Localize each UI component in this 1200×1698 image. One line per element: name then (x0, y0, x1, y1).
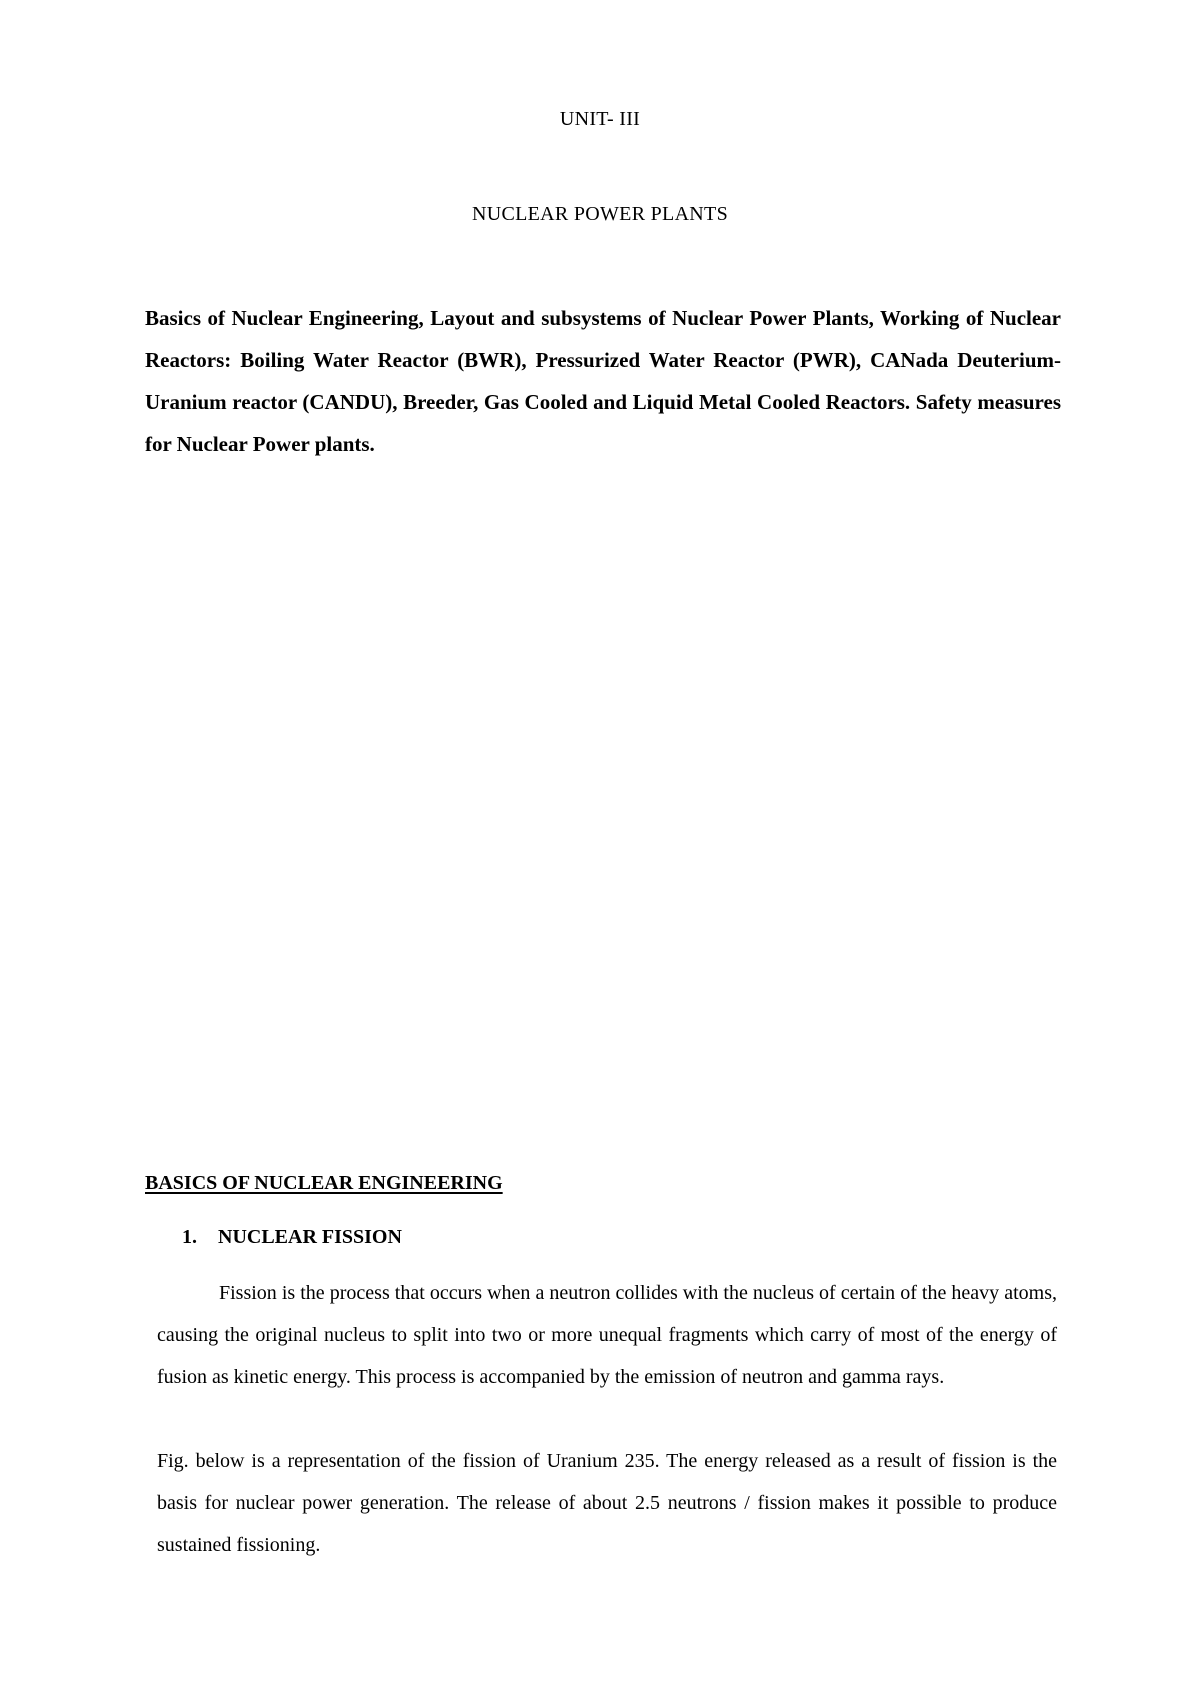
unit-label: UNIT- III (559, 108, 641, 130)
page-title: NUCLEAR POWER PLANTS (471, 203, 728, 225)
subsection-heading (182, 1226, 402, 1249)
subsection-title: NUCLEAR FISSION (218, 1226, 402, 1248)
syllabus-summary: Basics of Nuclear Engineering, Layout and subsystems of Nuclear Power Plants, Working of Nuclear Reactors: Boiling Water Reactor (BWR), Pressurized Water Reactor (PWR), CANada Deuterium-Uranium reactor (CANDU), Breeder, Gas Cooled and Liquid Metal Cooled Reactors. Safety measures for Nuclear Power plants. (145, 306, 1061, 456)
body-paragraph: Fission is the process that occurs when a neutron collides with the nucleus of certain of the heavy atoms, causing the original nucleus to split into two or more unequal fragments which carry of most of the energy of fusion as kinetic energy. This process is accompanied by the emission of neutron and gamma rays. (157, 1282, 1057, 1388)
subsection-number: 1. (182, 1226, 197, 1248)
body-paragraph: Fig. below is a representation of the fission of Uranium 235. The energy released as a result of fission is the basis for nuclear power generation. The release of about 2.5 neutrons / fission makes it possible to produce sustained fissioning. (157, 1450, 1057, 1556)
section-heading: BASICS OF NUCLEAR ENGINEERING (145, 1172, 503, 1194)
